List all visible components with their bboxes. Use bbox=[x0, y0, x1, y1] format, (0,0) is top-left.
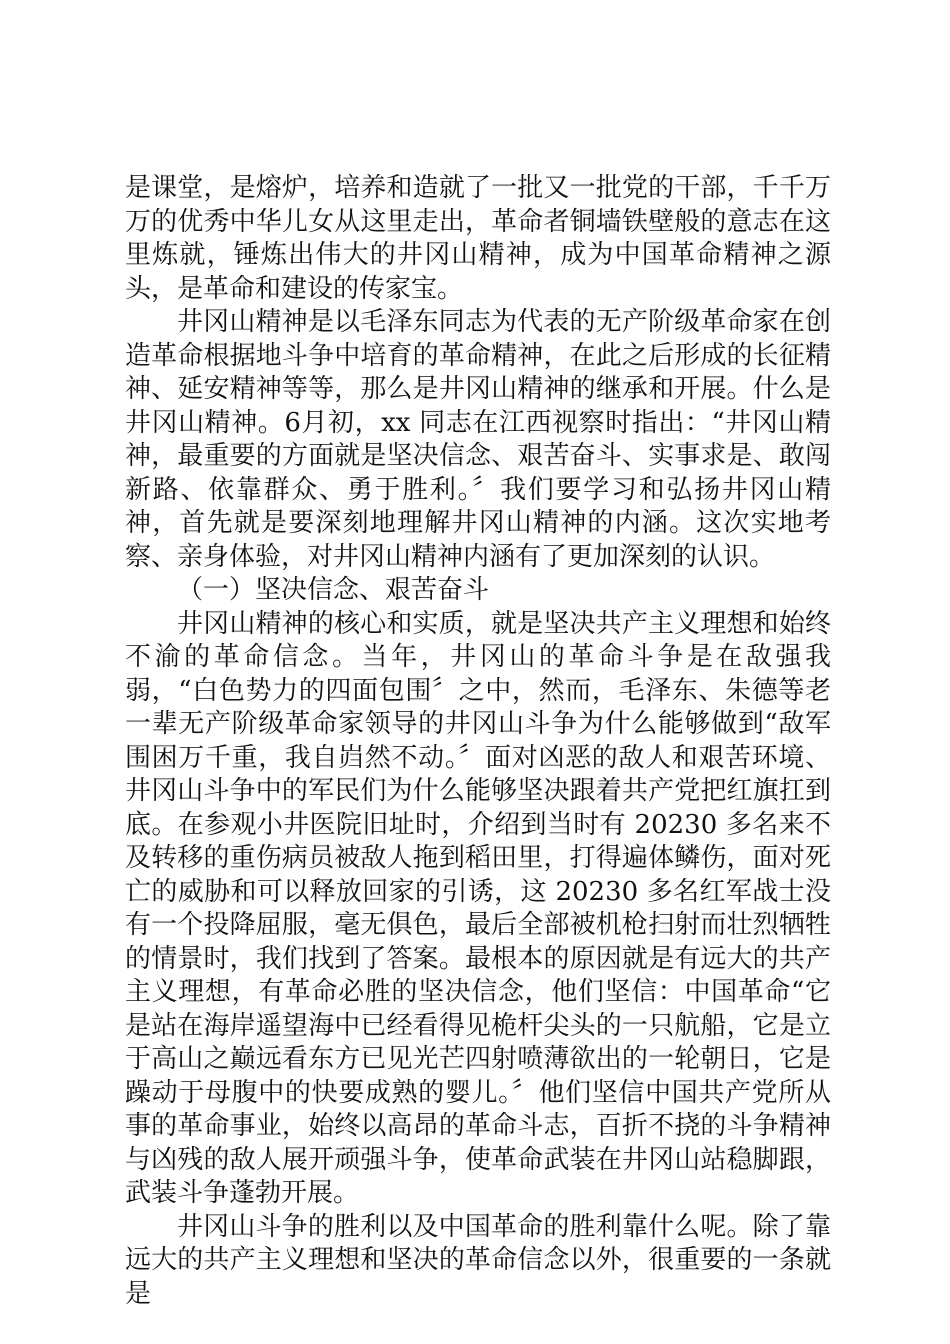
paragraph-core-essence: 井冈山精神的核心和实质，就是坚决共产主义理想和始终不渝的革命信念。当年，井冈山的革命斗争是在敌强我弱，“白色势力的四面包围〞之中，然而，毛泽东、朱德等老一辈无产阶级革命家领导的井冈山斗争为什么能够做到“敌军围困万千重，我自岿然不动。〞面对凶恶的敌人和艰苦环境、井冈山斗争中的军民们为什么能够坚决跟着共产党把红旗扛到底。在参观小井医院旧址时，介绍到当时有 20230 多名来不及转移的重伤病员被敌人拖到稻田里，打得遍体鳞伤，面对死亡的威胁和可以释放回家的引诱，这 20230 多名红军战士没有一个投降屈服，毫无俱色，最后全部被机枪扫射而壮烈牺牲的情景时，我们找到了答案。最根本的原因就是有远大的共产主义理想，有革命必胜的坚决信念，他们坚信：中国革命“它是站在海岸遥望海中已经看得见桅杆尖头的一只航船，它是立于高山之巅远看东方已见光芒四射喷薄欲出的一轮朝日，它是躁动于母腹中的快要成熟的婴儿。〞他们坚信中国共产党所从事的革命事业，始终以高昂的革命斗志，百折不挠的斗争精神与凶残的敌人展开顽强斗争，使革命武装在井冈山站稳脚跟，武装斗争蓬勃开展。 bbox=[125, 608, 831, 1208]
document-body bbox=[125, 172, 831, 1311]
paragraph-continuation: 是课堂，是熔炉，培养和造就了一批又一批党的干部，千千万万的优秀中华儿女从这里走出，革命者铜墙铁壁般的意志在这里炼就，锤炼出伟大的井冈山精神，成为中国革命精神之源头，是革命和建设的传家宝。 bbox=[125, 173, 831, 304]
paragraph-jinggangshan-spirit-definition: 井冈山精神是以毛泽东同志为代表的无产阶级革命家在创造革命根据地斗争中培育的革命精神，在此之后形成的长征精神、延安精神等等，那么是井冈山精神的继承和开展。什么是井冈山精神。6月初，xx 同志在江西视察时指出：“井冈山精神，最重要的方面就是坚决信念、艰苦奋斗、实事求是、敢闯新路、依靠群众、勇于胜利。〞我们要学习和弘扬井冈山精神，首先就是要深刻地理解井冈山精神的内涵。这次实地考察、亲身体验，对井冈山精神内涵有了更加深刻的认识。 bbox=[125, 307, 831, 572]
section-heading-firm-belief: （一）坚决信念、艰苦奋斗 bbox=[177, 575, 490, 605]
paragraph-victory-reasons: 井冈山斗争的胜利以及中国革命的胜利靠什么呢。除了靠远大的共产主义理想和坚决的革命信念以外，很重要的一条就是 bbox=[125, 1211, 831, 1309]
